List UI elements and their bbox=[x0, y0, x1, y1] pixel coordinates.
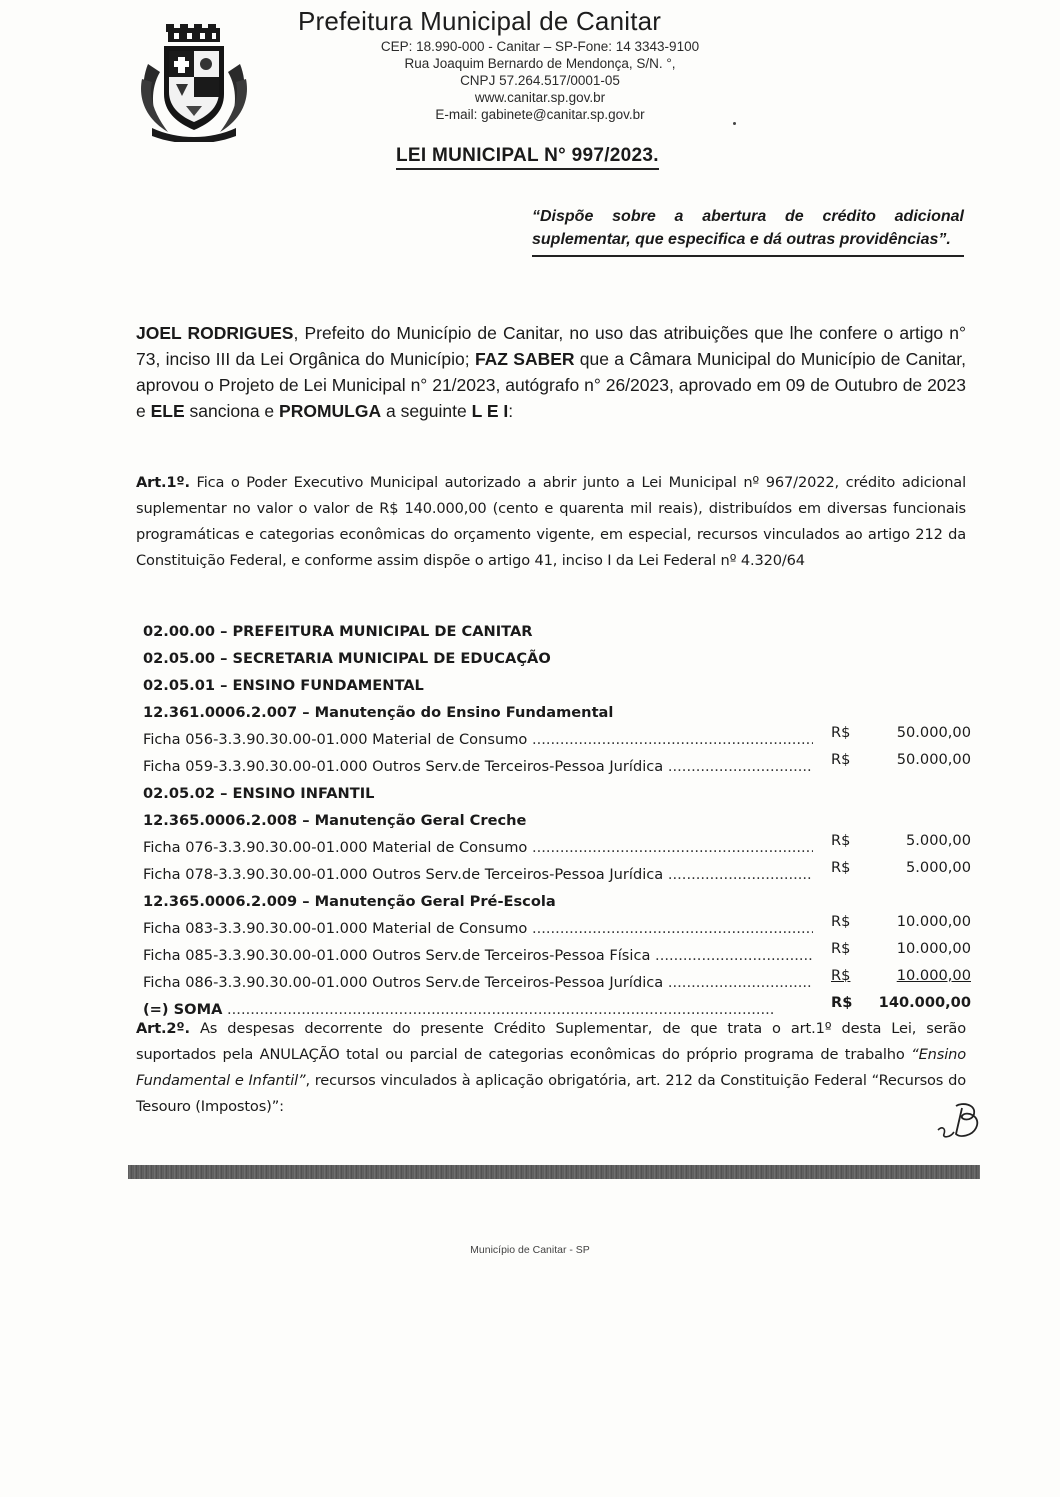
budget-total-value: 140.000,00 bbox=[878, 994, 971, 1011]
preamble-lei: L E I bbox=[471, 401, 509, 421]
budget-table bbox=[143, 618, 973, 1023]
budget-line-desc: Ficha 085-3.3.90.30.00-01.000 Outros Serv.de Terceiros-Pessoa Física ..... bbox=[143, 942, 813, 969]
law-summary: “Dispõe sobre a abertura de crédito adicional suplementar, que especifica e dá outras providências”. bbox=[532, 205, 964, 257]
budget-line-value: 50.000,00 bbox=[896, 724, 971, 741]
budget-heading: 12.365.0006.2.009 – Manutenção Geral Pré-Escola bbox=[143, 893, 556, 910]
law-title-text: LEI MUNICIPAL N° 997/2023 bbox=[396, 145, 654, 166]
preamble-promulga: PROMULGA bbox=[279, 401, 382, 421]
budget-line-value: 10.000,00 bbox=[896, 967, 971, 984]
law-title-suffix: . bbox=[653, 145, 659, 166]
article-2 bbox=[136, 1016, 966, 1120]
contact-block bbox=[330, 38, 750, 123]
budget-line-currency: R$ bbox=[831, 724, 851, 741]
contact-line-website: www.canitar.sp.gov.br bbox=[474, 90, 606, 105]
budget-heading: 02.05.02 – ENSINO INFANTIL bbox=[143, 785, 375, 802]
budget-line-desc: Ficha 056-3.3.90.30.00-01.000 Material de Consumo ..... bbox=[143, 726, 813, 753]
budget-line-value: 10.000,00 bbox=[896, 940, 971, 957]
budget-line-currency: R$ bbox=[831, 832, 851, 849]
contact-line-address: Rua Joaquim Bernardo de Mendonça, S/N. °, bbox=[404, 56, 676, 71]
budget-line-currency: R$ bbox=[831, 967, 851, 984]
budget-heading: 02.05.00 – SECRETARIA MUNICIPAL DE EDUCAÇÃO bbox=[143, 650, 551, 667]
scan-speck bbox=[733, 122, 736, 125]
budget-heading: 02.05.01 – ENSINO FUNDAMENTAL bbox=[143, 677, 424, 694]
coat-of-arms-icon bbox=[138, 24, 250, 142]
budget-line-currency: R$ bbox=[831, 940, 851, 957]
footer-divider bbox=[128, 1165, 980, 1179]
budget-line bbox=[143, 861, 973, 888]
budget-total-label: (=) SOMA ..... bbox=[143, 996, 813, 1023]
budget-heading: 12.365.0006.2.008 – Manutenção Geral Creche bbox=[143, 812, 527, 829]
budget-line-desc: Ficha 086-3.3.90.30.00-01.000 Outros Serv.de Terceiros-Pessoa Jurídica ..... bbox=[143, 969, 813, 996]
article-2-text-2: , recursos vinculados à aplicação obrigatória, art. 212 da Constituição Federal “Recursos do Tesouro (Impostos)”: bbox=[136, 1072, 966, 1115]
law-title bbox=[396, 145, 659, 170]
preamble-text-5: : bbox=[508, 401, 514, 421]
budget-line-currency: R$ bbox=[831, 751, 851, 768]
contact-line-cnpj: CNPJ 57.264.517/0001-05 bbox=[460, 73, 620, 88]
footer-text: Município de Canitar - SP bbox=[470, 1244, 590, 1256]
budget-line-value: 50.000,00 bbox=[896, 751, 971, 768]
budget-line bbox=[143, 753, 973, 780]
preamble-text-4: a seguinte bbox=[381, 401, 472, 421]
article-2-label: Art.2º. bbox=[136, 1020, 190, 1037]
organization-name: Prefeitura Municipal de Canitar bbox=[298, 6, 662, 36]
budget-heading: 12.361.0006.2.007 – Manutenção do Ensino Fundamental bbox=[143, 704, 614, 721]
budget-line-desc: Ficha 083-3.3.90.30.00-01.000 Material de Consumo ..... bbox=[143, 915, 813, 942]
preamble-text-3: sanciona e bbox=[184, 401, 280, 421]
article-1-label: Art.1º. bbox=[136, 474, 190, 491]
budget-heading: 02.00.00 – PREFEITURA MUNICIPAL DE CANITAR bbox=[143, 623, 533, 640]
preamble-ele: ELE bbox=[150, 401, 185, 421]
budget-line-value: 10.000,00 bbox=[896, 913, 971, 930]
budget-line-value: 5.000,00 bbox=[906, 859, 971, 876]
mayor-name: JOEL RODRIGUES bbox=[136, 323, 294, 343]
budget-line-desc: Ficha 078-3.3.90.30.00-01.000 Outros Serv.de Terceiros-Pessoa Jurídica ..... bbox=[143, 861, 813, 888]
article-2-program: “Ensino Fundamental e Infantil” bbox=[136, 1046, 966, 1089]
contact-line-email: E-mail: gabinete@canitar.sp.gov.br bbox=[435, 107, 645, 122]
initials-signature-icon bbox=[932, 1100, 992, 1144]
budget-line-desc: Ficha 059-3.3.90.30.00-01.000 Outros Serv.de Terceiros-Pessoa Jurídica ..... bbox=[143, 753, 813, 780]
article-2-text-1: As despesas decorrente do presente Crédito Suplementar, de que trata o art.1º desta Lei, serão suportados pela ANULAÇÃO total ou parcial de categorias econômicas do próprio programa de trabalho bbox=[136, 1020, 966, 1063]
article-1 bbox=[136, 470, 966, 574]
preamble-text-2: que a Câmara Municipal do Município de Canitar, aprovou o Projeto de Lei Municipal n° 21/2023, autógrafo n° 26/2023, aprovado em 09 de Outubro de 2023 e bbox=[136, 349, 966, 421]
preamble-text-1: , Prefeito do Município de Canitar, no uso das atribuições que lhe confere o artigo n° 73, inciso III da Lei Orgânica do Município; bbox=[136, 323, 966, 369]
budget-line-currency: R$ bbox=[831, 913, 851, 930]
preamble bbox=[136, 320, 966, 424]
budget-total-currency: R$ bbox=[831, 994, 853, 1011]
contact-line-cep: CEP: 18.990-000 - Canitar – SP-Fone: 14 3343-9100 bbox=[380, 39, 700, 54]
budget-line-currency: R$ bbox=[831, 859, 851, 876]
preamble-faz-saber: FAZ SABER bbox=[474, 349, 575, 369]
budget-line-value: 5.000,00 bbox=[906, 832, 971, 849]
article-1-text: Fica o Poder Executivo Municipal autorizado a abrir junto a Lei Municipal nº 967/2022, crédito adicional suplementar no valor o valor de R$ 140.000,00 (cento e quarenta mil reais), distribuídos em diversas funcionais programáticas e categorias econômicas do orçamento vigente, em especial, recursos vinculados ao artigo 212 da Constituição Federal, e conforme assim dispõe o artigo 41, inciso I da Lei Federal nº 4.320/64 bbox=[136, 474, 966, 569]
budget-line-desc: Ficha 076-3.3.90.30.00-01.000 Material de Consumo ..... bbox=[143, 834, 813, 861]
